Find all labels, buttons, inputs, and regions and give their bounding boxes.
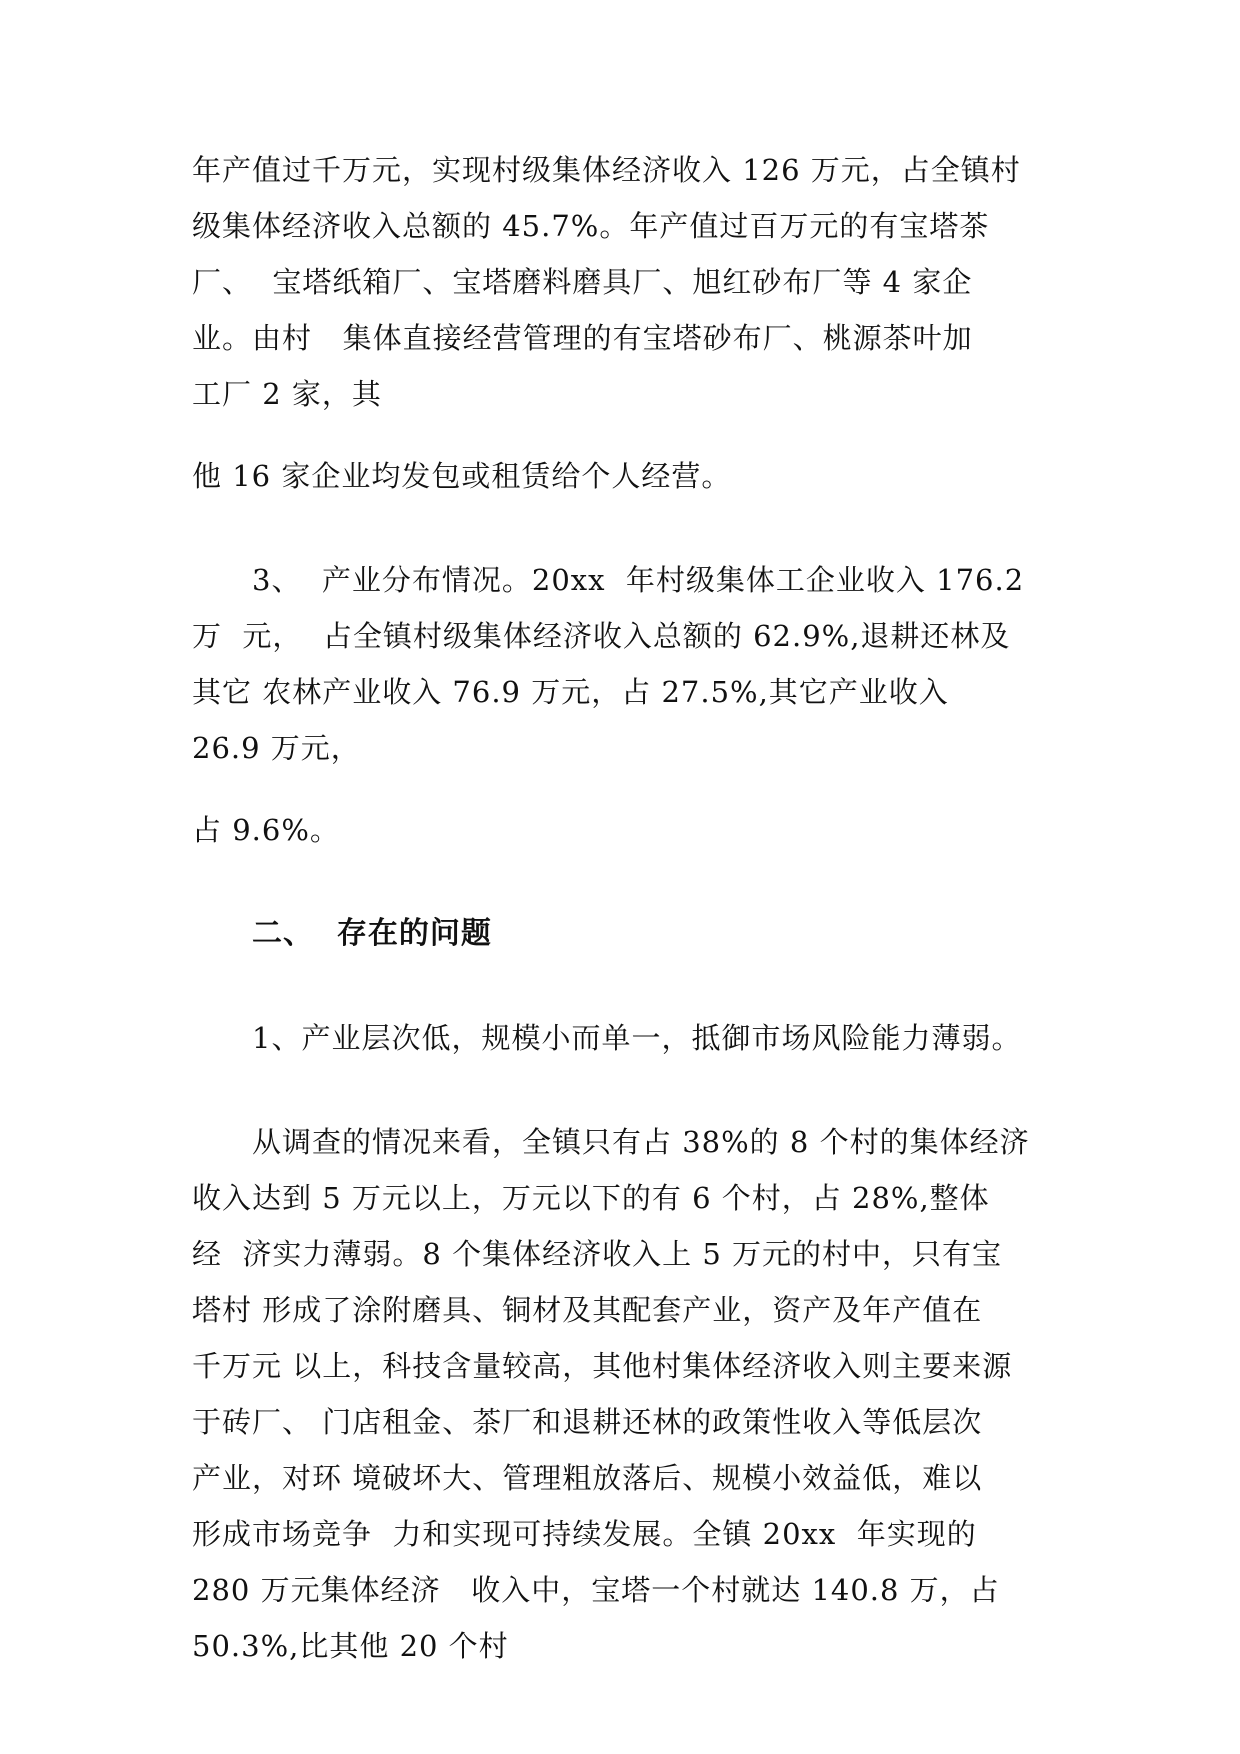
paragraph-line: 产业，对环 境破坏大、管理粗放落后、规模小效益低，难以 xyxy=(192,1461,983,1495)
paragraph-line: 50.3%,比其他 20 个村 xyxy=(192,1629,509,1663)
paragraph-line: 280 万元集体经济 收入中，宝塔一个村就达 140.8 万，占 xyxy=(192,1573,1000,1607)
paragraph-line: 占 9.6%。 xyxy=(192,813,340,847)
paragraph-line: 从调查的情况来看，全镇只有占 38%的 8 个村的集体经济 xyxy=(252,1125,1030,1159)
paragraph-line: 其它 农林产业收入 76.9 万元，占 27.5%,其它产业收入 xyxy=(192,675,949,709)
paragraph-line: 于砖厂、 门店租金、茶厂和退耕还林的政策性收入等低层次 xyxy=(192,1405,983,1439)
paragraph-line: 年产值过千万元，实现村级集体经济收入 126 万元，占全镇村 xyxy=(192,153,1021,187)
paragraph-line: 形成市场竞争 力和实现可持续发展。全镇 20xx 年实现的 xyxy=(192,1517,977,1551)
paragraph-line: 工厂 2 家，其 xyxy=(192,377,382,411)
section-heading: 二、 存在的问题 xyxy=(252,916,492,951)
paragraph-line: 厂、 宝塔纸箱厂、宝塔磨料磨具厂、旭红砂布厂等 4 家企 xyxy=(192,265,973,299)
list-item: 1、产业层次低，规模小而单一，抵御市场风险能力薄弱。 xyxy=(252,1021,1022,1055)
paragraph-line: 经 济实力薄弱。8 个集体经济收入上 5 万元的村中，只有宝 xyxy=(192,1237,1002,1271)
paragraph-line: 千万元 以上，科技含量较高，其他村集体经济收入则主要来源 xyxy=(192,1349,1013,1383)
paragraph-line: 塔村 形成了涂附磨具、铜材及其配套产业，资产及年产值在 xyxy=(192,1293,983,1327)
paragraph-line: 万 元， 占全镇村级集体经济收入总额的 62.9%,退耕还林及 xyxy=(192,619,1011,653)
paragraph-line: 26.9 万元， xyxy=(192,731,361,765)
paragraph-line: 收入达到 5 万元以上，万元以下的有 6 个村，占 28%,整体 xyxy=(192,1181,990,1215)
paragraph-line: 级集体经济收入总额的 45.7%。年产值过百万元的有宝塔茶 xyxy=(192,209,990,243)
paragraph-line: 他 16 家企业均发包或租赁给个人经营。 xyxy=(192,459,732,493)
paragraph-line: 业。由村 集体直接经营管理的有宝塔砂布厂、桃源茶叶加 xyxy=(192,321,973,355)
paragraph-line: 3、 产业分布情况。20xx 年村级集体工企业收入 176.2 xyxy=(252,563,1025,597)
